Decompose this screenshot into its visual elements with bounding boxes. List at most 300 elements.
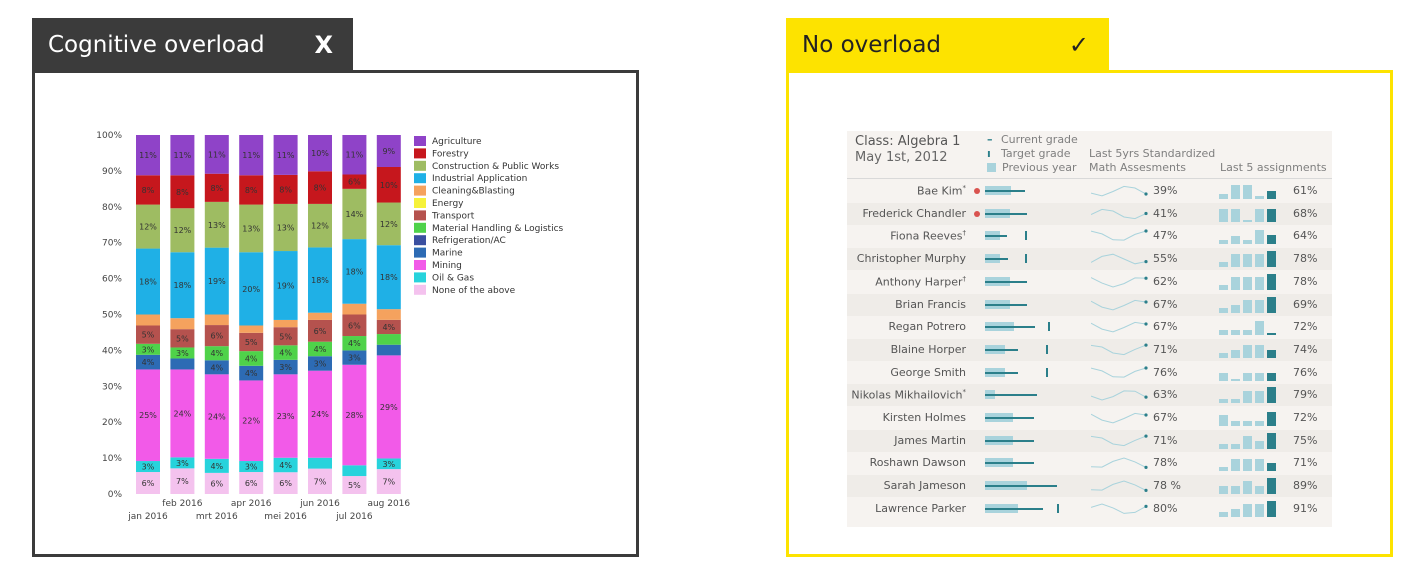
data-label: 24% (311, 410, 329, 420)
assignment-bar (1255, 504, 1264, 517)
student-mark: † (962, 229, 966, 238)
math-sparkline (1091, 249, 1153, 269)
math-sparkline (1091, 295, 1153, 315)
data-label: 13% (276, 223, 295, 233)
student-name-text: James Martin (894, 433, 966, 447)
math-sparkline (1091, 272, 1153, 292)
legend-swatch (414, 248, 426, 258)
legend-swatch (414, 260, 426, 270)
assignment-percent: 75% (1293, 433, 1318, 447)
math-assessment-percent: 71% (1153, 342, 1178, 356)
legend-swatch (414, 136, 426, 146)
class-table (847, 131, 1332, 527)
assignment-percent: 72% (1293, 320, 1318, 334)
student-name-text: Frederick Chandler (862, 206, 966, 220)
sparkline-endpoint (1144, 212, 1147, 215)
assignment-bar (1267, 274, 1276, 290)
x-tick-label: jan 2016 (128, 512, 168, 522)
assignment-bars (1219, 206, 1283, 222)
student-name-text: Roshawn Dawson (869, 456, 966, 470)
data-label: 11% (173, 151, 192, 161)
math-header-line-1: Last 5yrs Standardized (1089, 147, 1216, 160)
assignment-bar (1231, 379, 1240, 381)
legend-swatch (414, 223, 426, 233)
assignment-bar (1243, 436, 1252, 449)
sparkline-endpoint (1144, 413, 1147, 416)
data-label: 8% (244, 185, 258, 195)
student-row (847, 452, 1332, 474)
assignment-bar (1267, 433, 1276, 449)
student-name-text: Blaine Horper (890, 342, 966, 356)
assignment-percent: 91% (1293, 501, 1318, 515)
data-label: 25% (139, 411, 157, 421)
student-name (917, 184, 966, 198)
x-tick-label: feb 2016 (162, 499, 203, 509)
assignment-bar (1243, 330, 1252, 335)
math-sparkline (1091, 204, 1153, 224)
math-assessment-percent: 67% (1153, 411, 1178, 424)
assignment-percent: 89% (1293, 479, 1318, 493)
legend-label: Agriculture (432, 137, 482, 147)
sparkline-endpoint (1144, 366, 1147, 369)
legend-label: Material Handling & Logistics (432, 223, 564, 234)
legend-label: Transport (432, 211, 475, 222)
assignment-bar (1219, 399, 1228, 404)
target-grade-tick (1025, 231, 1027, 240)
assignment-percent: 78% (1293, 252, 1318, 266)
target-grade-tick (1046, 368, 1048, 377)
math-assessment-percent: 78% (1153, 456, 1178, 470)
assignment-bar (1231, 254, 1240, 267)
assignment-bar (1255, 321, 1264, 335)
alert-dot (974, 188, 980, 194)
assignment-bar (1231, 236, 1240, 244)
y-tick-label: 100% (96, 131, 122, 141)
assignment-percent: 79% (1293, 388, 1318, 402)
assignment-percent: 76% (1293, 365, 1318, 379)
data-label: 8% (279, 185, 292, 195)
data-label: 28% (345, 411, 364, 421)
y-tick-label: 0% (107, 490, 122, 500)
data-label: 8% (210, 183, 224, 193)
current-grade-bar (985, 372, 1018, 374)
data-label: 6% (313, 326, 327, 336)
y-tick-label: 70% (101, 238, 122, 249)
bar-segment (377, 309, 401, 320)
sparkline-endpoint (1144, 396, 1147, 399)
current-grade-bar (985, 462, 1034, 464)
class-title: Class: Algebra 1 (855, 134, 961, 149)
student-row (847, 225, 1332, 247)
assignment-bar (1267, 191, 1276, 199)
sparkline-endpoint (1144, 260, 1147, 263)
student-mark: * (962, 388, 966, 397)
current-grade-bar (985, 326, 1035, 328)
data-label: 4% (279, 460, 292, 470)
data-label: 18% (139, 277, 157, 287)
data-label: 7% (313, 477, 327, 487)
header-divider (847, 178, 1332, 179)
sparkline-path (1091, 277, 1146, 286)
assignment-bar (1219, 373, 1228, 381)
y-tick-label: 80% (101, 202, 122, 213)
assignment-bar (1267, 297, 1276, 313)
assignment-bar (1267, 350, 1276, 358)
bar-segment (342, 465, 366, 476)
assignment-bar (1219, 308, 1228, 313)
y-tick-label: 50% (101, 310, 122, 321)
bar-segment (308, 313, 332, 320)
data-label: 4% (279, 348, 292, 358)
sparkline-path (1091, 458, 1146, 467)
student-name-text: Lawrence Parker (875, 501, 966, 515)
math-assessment-percent: 55% (1153, 252, 1178, 266)
student-name (857, 252, 966, 265)
data-label: 3% (382, 459, 396, 469)
student-name (884, 479, 966, 492)
assignment-bar (1267, 333, 1276, 335)
legend-swatch (414, 148, 426, 158)
legend-current-label: Current grade (1001, 133, 1078, 146)
assignment-bar (1243, 185, 1252, 199)
data-label: 8% (141, 185, 155, 195)
data-label: 22% (242, 416, 261, 426)
sparkline-endpoint (1144, 300, 1147, 303)
sparkline-path (1091, 231, 1146, 240)
student-name-text: Kirsten Holmes (882, 411, 966, 424)
math-header-line-2: Math Assesments (1089, 161, 1186, 174)
sparkline-path (1091, 345, 1146, 355)
assignment-bar (1255, 486, 1264, 494)
data-label: 3% (279, 363, 292, 373)
math-header (1089, 147, 1215, 175)
legend-label: Cleaning&Blasting (432, 186, 515, 197)
math-sparkline (1091, 431, 1153, 451)
assignment-bar (1231, 399, 1240, 404)
sparkline-endpoint (1144, 466, 1147, 469)
assignment-bar (1219, 209, 1228, 222)
legend-label: Energy (432, 199, 464, 209)
bar-segment (239, 325, 263, 332)
assignment-bar (1267, 387, 1276, 403)
x-tick-label: jun 2016 (300, 499, 340, 509)
data-label: 9% (382, 146, 396, 156)
assignment-bar (1267, 412, 1276, 426)
student-name (851, 388, 966, 402)
y-tick-label: 90% (101, 166, 122, 177)
data-label: 6% (210, 331, 224, 341)
data-label: 4% (313, 344, 327, 354)
student-mark: * (962, 184, 966, 192)
math-assessment-percent: 67% (1153, 297, 1178, 311)
target-grade-tick (1046, 345, 1048, 354)
assignment-bar (1219, 194, 1228, 199)
data-label: 7% (176, 477, 189, 487)
data-label: 6% (244, 479, 258, 489)
bar-segment (170, 358, 194, 369)
assignment-percent: 69% (1293, 297, 1318, 311)
assignment-bar (1267, 463, 1276, 471)
data-label: 11% (276, 150, 295, 160)
student-row (847, 339, 1332, 361)
legend-swatch (414, 173, 426, 183)
assignment-percent: 61% (1293, 184, 1318, 197)
data-label: 11% (139, 151, 157, 161)
assignment-bar (1219, 285, 1228, 290)
data-label: 6% (279, 479, 292, 489)
current-grade-bar (985, 394, 1037, 396)
sparkline-endpoint (1144, 489, 1147, 492)
assignment-bar (1243, 421, 1252, 426)
legend-previous-year (987, 161, 1077, 174)
data-label: 3% (141, 462, 155, 472)
sparkline-path (1091, 391, 1146, 400)
target-grade-icon: ı (987, 147, 991, 160)
assignment-bar (1219, 512, 1228, 517)
cognitive-overload-title: Cognitive overload (48, 32, 265, 58)
student-name (889, 320, 966, 333)
math-sparkline (1091, 317, 1153, 337)
legend-previous-label: Previous year (1002, 161, 1077, 174)
assignment-bar (1219, 353, 1228, 358)
sparkline-path (1091, 481, 1146, 490)
math-sparkline (1091, 181, 1153, 201)
student-name (890, 229, 966, 243)
student-name (870, 456, 966, 469)
assignment-bar (1255, 300, 1264, 313)
student-row (847, 316, 1332, 338)
assignment-bars (1219, 365, 1283, 381)
cross-icon: X (314, 31, 333, 59)
math-assessment-percent: 62% (1153, 274, 1178, 288)
assignment-percent: 78% (1293, 274, 1318, 288)
bar-segment (170, 318, 194, 329)
assignment-bar (1219, 486, 1228, 494)
assignment-bar (1219, 467, 1228, 472)
y-tick-label: 30% (101, 382, 122, 393)
math-assessment-percent: 47% (1153, 229, 1178, 243)
data-label: 4% (382, 322, 396, 332)
assignment-bar (1255, 421, 1264, 426)
assignment-bars (1219, 319, 1283, 335)
legend-swatch (414, 210, 426, 220)
assignment-bar (1243, 345, 1252, 358)
data-label: 5% (176, 334, 189, 344)
assignment-percent: 64% (1293, 229, 1318, 243)
assignment-bar (1231, 509, 1240, 517)
data-label: 3% (244, 462, 258, 472)
current-grade-icon: – (987, 133, 993, 146)
assignment-bar (1243, 220, 1252, 222)
assignment-bar (1243, 240, 1252, 245)
target-grade-tick (1025, 254, 1027, 263)
assignment-bar (1231, 330, 1240, 335)
math-sparkline (1091, 363, 1153, 383)
student-name-text: Anthony Harper (875, 275, 963, 289)
x-tick-label: jul 2016 (336, 512, 373, 522)
data-label: 12% (173, 226, 192, 236)
legend-swatch (414, 198, 426, 208)
legend-label: Mining (432, 261, 462, 271)
assignment-percent: 74% (1293, 342, 1318, 356)
assignment-bar (1267, 209, 1276, 222)
assignment-bar (1231, 185, 1240, 199)
assignment-bar (1255, 373, 1264, 381)
assignment-bar (1231, 209, 1240, 222)
math-sparkline (1091, 340, 1153, 360)
data-label: 3% (141, 345, 155, 355)
data-label: 11% (207, 150, 226, 160)
student-row (847, 203, 1332, 225)
data-label: 4% (348, 339, 361, 349)
legend-swatch (414, 235, 426, 245)
assignment-bar (1255, 277, 1264, 290)
student-row (847, 248, 1332, 270)
assignment-bar (1243, 277, 1252, 290)
assignment-bar (1255, 345, 1264, 358)
legend-label: Oil & Gas (432, 273, 475, 284)
assignment-bar (1243, 300, 1252, 313)
x-tick-label: aug 2016 (367, 499, 411, 509)
x-tick-label: mrt 2016 (195, 512, 238, 522)
assignment-bar (1255, 209, 1264, 222)
student-row (847, 407, 1332, 429)
data-label: 4% (244, 354, 258, 364)
legend-label: Industrial Application (432, 174, 528, 185)
bar-segment (342, 304, 366, 315)
assignment-bar (1231, 305, 1240, 313)
legend-target-label: Target grade (1001, 147, 1071, 160)
sparkline-path (1091, 504, 1146, 513)
math-sparkline (1091, 476, 1153, 496)
assignment-percent: 72% (1293, 411, 1318, 424)
data-label: 6% (210, 479, 224, 489)
assignment-percent: 71% (1293, 456, 1318, 470)
student-name (883, 411, 966, 424)
data-label: 29% (379, 402, 398, 412)
assignment-bar (1243, 504, 1252, 517)
data-label: 7% (382, 477, 396, 487)
data-label: 12% (379, 219, 398, 229)
assignment-bar (1231, 486, 1240, 494)
math-assessment-percent: 67% (1153, 320, 1178, 334)
bar-segment (136, 315, 160, 326)
assignment-bar (1243, 481, 1252, 494)
current-grade-bar (985, 281, 1027, 283)
student-name (895, 298, 966, 311)
bar-segment (274, 320, 298, 327)
previous-year-icon (987, 163, 996, 172)
assignment-bar (1231, 421, 1240, 426)
current-grade-bar (985, 349, 1018, 351)
bar-segment (377, 334, 401, 345)
data-label: 12% (139, 222, 157, 232)
data-label: 11% (242, 151, 261, 161)
assignment-bars (1219, 478, 1283, 494)
assignment-bar (1267, 373, 1276, 381)
student-row (847, 271, 1332, 293)
target-grade-tick (1057, 504, 1059, 513)
assignment-bar (1231, 459, 1240, 472)
data-label: 4% (210, 461, 224, 471)
student-name (862, 207, 966, 220)
data-label: 24% (207, 412, 226, 422)
assignment-bar (1255, 391, 1264, 404)
data-label: 3% (176, 348, 189, 358)
checkmark-icon: ✓ (1068, 31, 1089, 59)
assignment-bar (1243, 373, 1252, 381)
alert-dot (974, 211, 980, 217)
assignment-bar (1255, 254, 1264, 267)
student-name (875, 275, 966, 289)
data-label: 18% (345, 267, 364, 277)
assignment-bars (1219, 433, 1283, 449)
data-label: 6% (348, 177, 361, 187)
sparkline-endpoint (1144, 323, 1147, 326)
no-overload-title: No overload (802, 32, 942, 58)
data-label: 12% (311, 221, 329, 231)
math-assessment-percent: 41% (1153, 206, 1178, 220)
assignment-bars (1219, 228, 1283, 244)
data-label: 19% (276, 281, 295, 291)
legend-label: Forestry (432, 149, 469, 160)
sparkline-path (1091, 254, 1146, 264)
x-tick-label: apr 2016 (230, 499, 272, 509)
sparkline-path (1091, 368, 1146, 377)
sparkline-endpoint (1144, 343, 1147, 346)
assignment-bars (1219, 342, 1283, 358)
data-label: 6% (348, 321, 361, 331)
data-label: 10% (379, 180, 398, 190)
x-tick-label: mei 2016 (264, 512, 307, 522)
data-label: 3% (313, 359, 327, 369)
legend-swatch (414, 161, 426, 171)
student-name-text: Bae Kim (916, 184, 963, 198)
data-label: 5% (141, 330, 155, 340)
data-label: 8% (176, 187, 189, 197)
data-label: 23% (276, 412, 295, 422)
legend-current-grade (987, 133, 1078, 146)
student-row (847, 430, 1332, 452)
math-assessment-percent: 39% (1153, 184, 1178, 197)
student-name-text: Brian Francis (895, 297, 966, 311)
student-row (847, 294, 1332, 316)
assignment-bar (1231, 277, 1240, 290)
sparkline-path (1091, 413, 1146, 423)
data-label: 6% (141, 479, 155, 489)
current-grade-bar (985, 258, 1008, 260)
assignment-bar (1255, 459, 1264, 472)
current-grade-bar (985, 485, 1057, 487)
sparkline-path (1091, 436, 1146, 446)
data-label: 4% (244, 369, 258, 379)
assignment-bar (1255, 441, 1264, 449)
data-label: 18% (379, 273, 398, 283)
data-label: 3% (176, 458, 189, 468)
data-label: 13% (242, 224, 261, 234)
assignment-bars (1219, 183, 1283, 199)
data-label: 5% (348, 481, 361, 491)
assignment-bars (1219, 501, 1283, 517)
y-tick-label: 40% (101, 346, 122, 357)
data-label: 20% (242, 284, 261, 294)
math-assessment-percent: 80% (1153, 501, 1178, 515)
y-tick-label: 10% (101, 454, 122, 465)
assignment-bar (1219, 415, 1228, 426)
current-grade-bar (985, 440, 1034, 442)
legend-label: Refrigeration/AC (432, 236, 506, 247)
data-label: 14% (345, 209, 364, 219)
